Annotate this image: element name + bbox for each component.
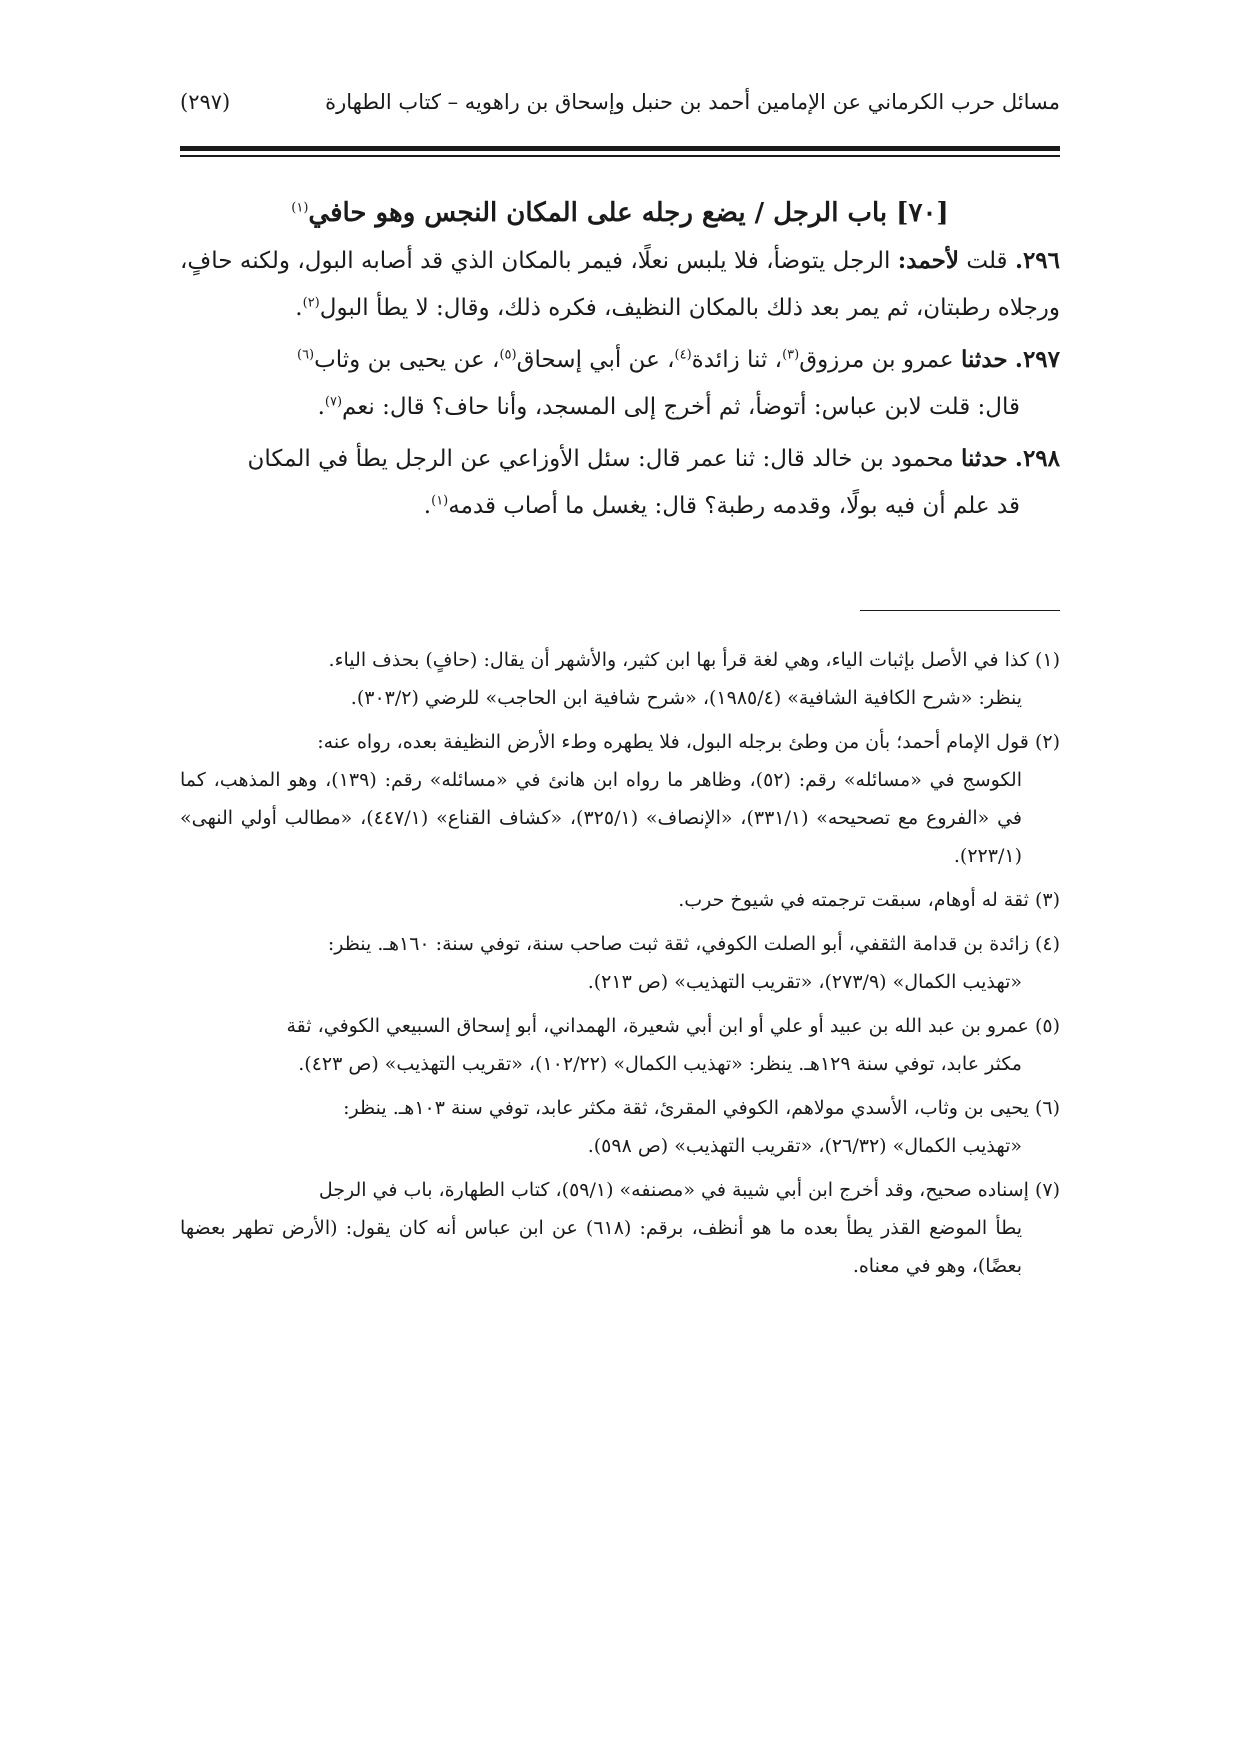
footnote-number: (١) — [1034, 649, 1060, 671]
entry-297 — [180, 336, 1060, 431]
footnote-3 — [180, 881, 1060, 919]
entry-lead: قلت — [966, 248, 1008, 274]
footnote-ref: (٧) — [324, 394, 343, 410]
entry-tail: . — [317, 394, 325, 420]
entry-text: قال: قلت لابن عباس: أتوضأ، ثم أخرج إلى المسجد، وأنا حاف؟ قال: نعم — [342, 394, 1020, 420]
entry-number: ٢٩٦. — [1014, 247, 1061, 274]
footnote-text: يحيى بن وثاب، الأسدي مولاهم، الكوفي المقرئ، ثقة مكثر عابد، توفي سنة ١٠٣هـ. ينظر: — [343, 1097, 1029, 1119]
header-rule-thin — [180, 155, 1060, 157]
footnote-text: زائدة بن قدامة الثقفي، أبو الصلت الكوفي، ثقة ثبت صاحب سنة، توفي سنة: ١٦٠هـ. ينظر: — [327, 933, 1029, 955]
footnote-5 — [180, 1007, 1060, 1083]
footnote-text-cont: «تهذيب الكمال» (٢٦/٣٢)، «تقريب التهذيب» (ص ٥٩٨). — [587, 1135, 1022, 1157]
entry-continuation — [180, 483, 1060, 530]
chapter-heading — [180, 193, 1060, 233]
entry-highlight: حدثنا — [960, 445, 1008, 472]
footnote-text-cont: يطأ الموضع القذر يطأ بعده ما هو أنظف، برقم: (٦١٨) عن ابن عباس أنه كان يقول: (الأرض تطهر بعضها بعضًا)، وهو في معناه. — [180, 1217, 1022, 1277]
entry-text: ، عن يحيى بن وثاب — [314, 347, 500, 373]
footnote-ref: (٥) — [499, 347, 517, 363]
footnote-number: (٤) — [1034, 933, 1060, 955]
footnote-number: (٢) — [1034, 731, 1060, 753]
footnote-text: قول الإمام أحمد؛ بأن من وطئ برجله البول، فلا يطهره وطء الأرض النظيفة بعده، رواه عنه: — [317, 731, 1029, 753]
entry-tail: . — [423, 493, 432, 519]
footnote-text: كذا في الأصل بإثبات الياء، وهي لغة قرأ بها ابن كثير، والأشهر أن يقال: (حافٍ) بحذف الياء. — [328, 649, 1029, 671]
footnote-6 — [180, 1089, 1060, 1165]
header-rule-thick — [180, 146, 1060, 151]
entry-tail: . — [295, 295, 303, 321]
page-number: (٢٩٧) — [180, 90, 231, 114]
entry-text: قد علم أن فيه بولًا، وقدمه رطبة؟ قال: يغسل ما أصاب قدمه — [448, 493, 1020, 519]
footnote-text-cont: مكثر عابد، توفي سنة ١٢٩هـ. ينظر: «تهذيب الكمال» (١٠٢/٢٢)، «تقريب التهذيب» (ص ٤٢٣). — [298, 1053, 1022, 1075]
book-page — [180, 60, 1060, 1291]
chapter-title: باب الرجل / يضع رجله على المكان النجس وهو حافي — [308, 198, 888, 228]
footnote-text-cont: «تهذيب الكمال» (٢٧٣/٩)، «تقريب التهذيب» (ص ٢١٣). — [587, 971, 1022, 993]
entry-number: ٢٩٨. — [1014, 445, 1060, 472]
footnote-4 — [180, 925, 1060, 1001]
entry-text: ، عن أبي إسحاق — [516, 347, 675, 373]
footnote-ref: (٦) — [296, 347, 315, 363]
footnote-ref: (٢) — [302, 295, 320, 311]
footnote-ref: (١) — [431, 493, 449, 509]
footnote-ref: (١) — [291, 200, 309, 216]
running-title: مسائل حرب الكرماني عن الإمامين أحمد بن حنبل وإسحاق بن راهويه – كتاب الطهارة — [325, 90, 1060, 114]
footnote-number: (٥) — [1034, 1015, 1060, 1037]
chapter-number: [٧٠] — [896, 198, 949, 228]
footnote-number: (٧) — [1034, 1179, 1060, 1201]
footnote-text: ثقة له أوهام، سبقت ترجمته في شيوخ حرب. — [678, 889, 1029, 911]
footnotes — [180, 641, 1060, 1285]
entry-text: محمود بن خالد قال: ثنا عمر قال: سئل الأوزاعي عن الرجل يطأ في المكان — [247, 446, 954, 472]
footnote-text: عمرو بن عبد الله بن عبيد أو علي أو ابن أبي شعيرة، الهمداني، أبو إسحاق السبيعي الكوفي، ثقة — [286, 1015, 1029, 1037]
footnote-2 — [180, 723, 1060, 875]
entry-296 — [180, 237, 1060, 332]
entry-298 — [180, 435, 1060, 530]
footnote-number: (٦) — [1034, 1097, 1060, 1119]
footnote-text: إسناده صحيح، وقد أخرج ابن أبي شيبة في «مصنفه» (٥٩/١)، كتاب الطهارة، باب في الرجل — [318, 1179, 1029, 1201]
footnote-ref: (٤) — [674, 347, 692, 363]
footnote-1 — [180, 641, 1060, 717]
footnote-ref: (٣) — [782, 347, 800, 363]
footnote-number: (٣) — [1034, 889, 1060, 911]
entry-highlight: حدثنا — [960, 346, 1008, 373]
entry-text: عمرو بن مرزوق — [799, 347, 954, 373]
entry-text: الرجل يتوضأ، فلا يلبس نعلًا، فيمر بالمكان الذي قد أصابه البول، ولكنه حافٍ، ورجلاه رطبتان، ثم يمر بعد ذلك بالمكان النظيف، فكره ذلك، وقال: لا يطأ البول — [180, 248, 1060, 321]
entry-highlight: لأحمد: — [897, 247, 959, 274]
footnote-7 — [180, 1171, 1060, 1285]
entry-number: ٢٩٧. — [1014, 346, 1060, 373]
entry-continuation — [180, 384, 1060, 431]
running-header — [180, 60, 1060, 122]
entry-text: ، ثنا زائدة — [691, 347, 783, 373]
footnote-text-cont: الكوسج في «مسائله» رقم: (٥٢)، وظاهر ما رواه ابن هانئ في «مسائله» رقم: (١٣٩)، وهو المذهب، كما في «الفروع مع تصحيحه» (٣٣١/١)، «الإنصاف» (٣٢٥/١)، «كشاف القناع» (٤٤٧/١)، «مطالب أولي النهى» (٢٢٣/١). — [180, 769, 1023, 867]
footnote-text-cont: ينظر: «شرح الكافية الشافية» (١٩٨٥/٤)، «شرح شافية ابن الحاجب» للرضي (٣٠٣/٢). — [350, 687, 1022, 709]
footnote-separator — [860, 610, 1060, 611]
